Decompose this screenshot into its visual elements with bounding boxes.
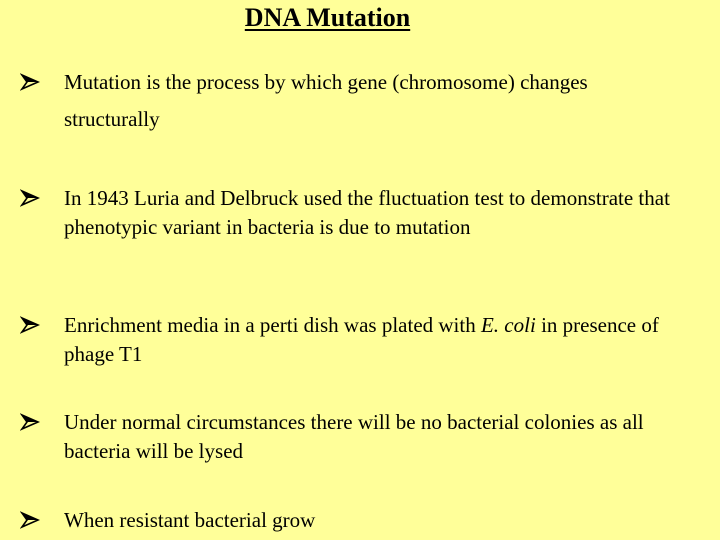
bullet-item — [20, 64, 680, 138]
arrow-bullet-icon — [20, 315, 40, 335]
species-name: E. coli — [480, 313, 536, 337]
bullet-text — [64, 311, 680, 369]
bullet-text: Under normal circumstances there will be no bacterial colonies as all bacteria will be lysed — [64, 410, 644, 463]
bullet-text: When resistant bacterial grow — [64, 508, 316, 532]
arrow-bullet-icon — [20, 510, 40, 530]
arrow-bullet-icon — [20, 188, 40, 208]
arrow-bullet-icon — [20, 72, 40, 92]
slide-title: DNA Mutation — [244, 3, 411, 32]
bullet-text: Mutation is the process by which gene (chromosome) changes structurally — [64, 70, 588, 131]
bullet-item — [20, 506, 680, 535]
bullet-item — [20, 311, 680, 369]
bullet-item — [20, 408, 680, 466]
bullet-item — [20, 184, 680, 242]
bullet-text-part: Enrichment media in a perti dish was plated with — [64, 313, 481, 337]
bullet-text: In 1943 Luria and Delbruck used the fluctuation test to demonstrate that phenotypic variant in bacteria is due to mutation — [64, 186, 670, 239]
bullet-text-part: in presence of phage T1 — [64, 313, 659, 366]
arrow-bullet-icon — [20, 412, 40, 432]
